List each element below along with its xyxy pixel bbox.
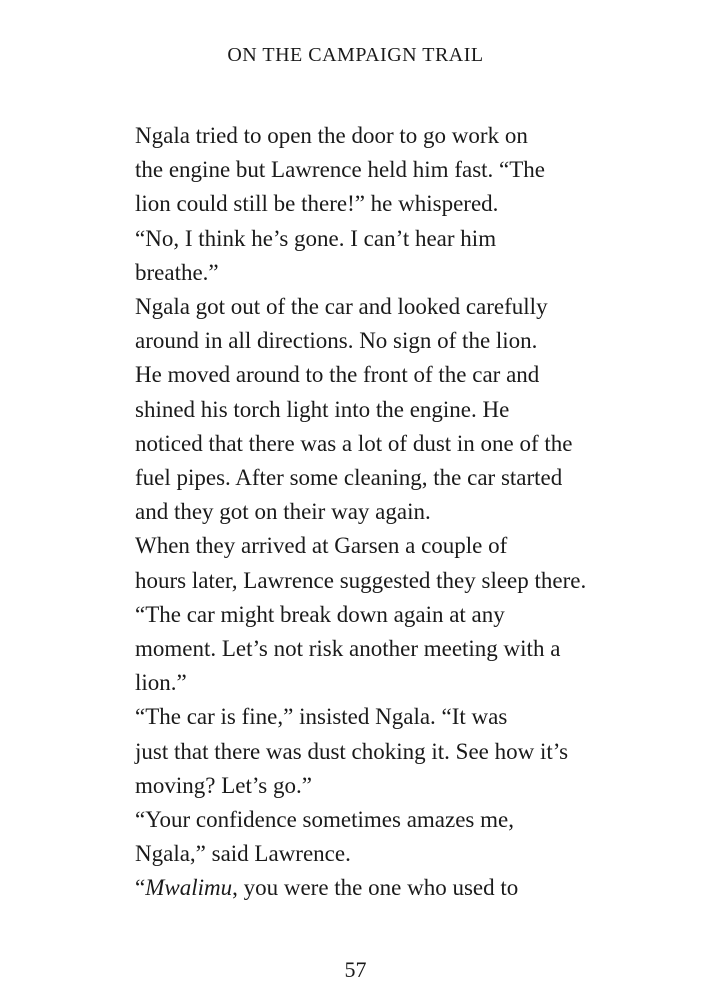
text-line: moving? Let’s go.” (135, 772, 312, 798)
text-line: “The car might break down again at any (135, 601, 505, 627)
text-line: and they got on their way again. (135, 499, 431, 525)
paragraph (94, 871, 614, 905)
page-number: 57 (344, 957, 367, 982)
running-head: ON THE CAMPAIGN TRAIL (227, 44, 484, 66)
open-quote: “ (135, 875, 146, 901)
paragraph (94, 529, 614, 700)
paragraph (94, 700, 614, 803)
text-line: noticed that there was a lot of dust in one of the (135, 430, 573, 456)
text-line: moment. Let’s not risk another meeting with a (135, 636, 561, 662)
text-line: breathe.” (135, 259, 219, 285)
text-line: “Your confidence sometimes amazes me, (135, 807, 514, 833)
text-line: Ngala got out of the car and looked carefully (135, 294, 548, 320)
emphasis-word: Mwalimu (145, 875, 233, 901)
text-line: When they arrived at Garsen a couple of (135, 533, 508, 559)
text-line: just that there was dust choking it. See how it’s (135, 738, 569, 764)
text-line: “The car is fine,” insisted Ngala. “It was (135, 704, 508, 730)
text-line: fuel pipes. After some cleaning, the car started (135, 465, 563, 491)
paragraph (94, 803, 614, 871)
text-line: shined his torch light into the engine. He (135, 396, 510, 422)
text-line: around in all directions. No sign of the lion. (135, 328, 538, 354)
paragraph (94, 119, 614, 222)
text-line: lion could still be there!” he whispered. (135, 191, 499, 217)
paragraph (94, 290, 614, 529)
paragraph (94, 222, 614, 290)
text-line: He moved around to the front of the car and (135, 362, 540, 388)
text-line: lion.” (135, 670, 187, 696)
body-text (94, 119, 614, 906)
text-line: Ngala,” said Lawrence. (135, 841, 351, 867)
text-line (94, 871, 614, 905)
text-fragment: , you were the one who used to (232, 875, 519, 901)
text-line: hours later, Lawrence suggested they sleep there. (135, 567, 587, 593)
text-line: “No, I think he’s gone. I can’t hear him (135, 225, 497, 251)
text-line: Ngala tried to open the door to go work on (135, 123, 528, 148)
text-line: the engine but Lawrence held him fast. “The (135, 157, 546, 183)
